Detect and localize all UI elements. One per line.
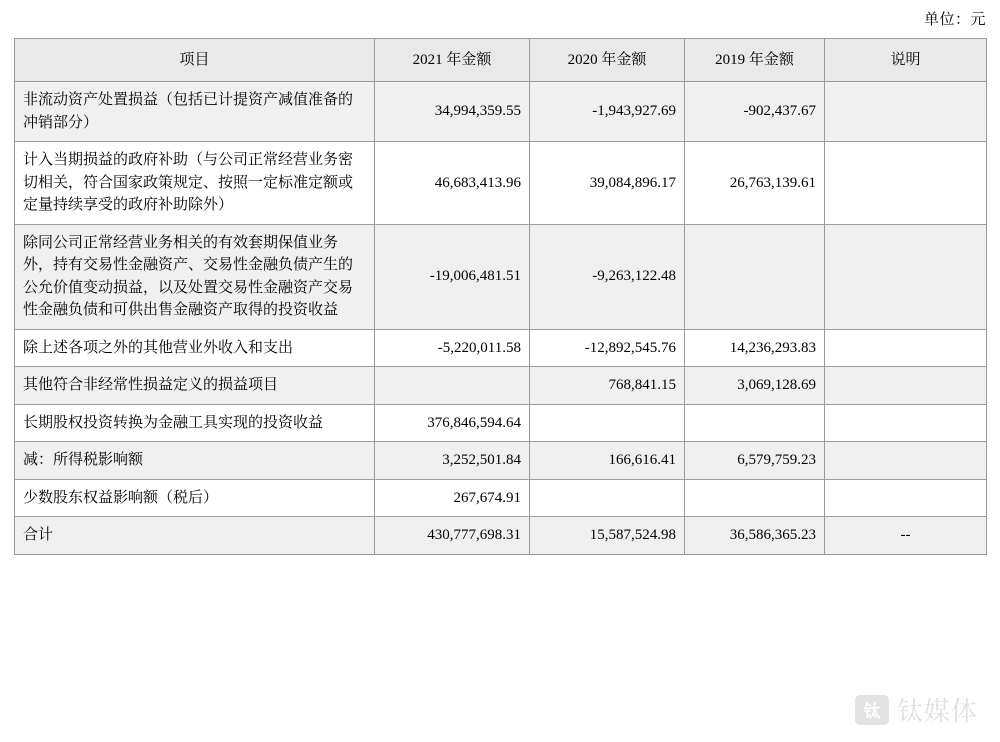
row-value-2019: -902,437.67: [685, 82, 825, 142]
table-header-row: [15, 39, 987, 82]
table-row: [15, 367, 987, 405]
row-value-2020: -9,263,122.48: [530, 224, 685, 329]
table-row: [15, 442, 987, 480]
unit-label: 单位：元: [923, 12, 986, 28]
row-value-2021: -19,006,481.51: [375, 224, 530, 329]
row-value-2020: 166,616.41: [530, 442, 685, 480]
row-note: --: [825, 517, 987, 555]
row-value-2021: 376,846,594.64: [375, 404, 530, 442]
table-row: [15, 404, 987, 442]
column-header-note: 说明: [825, 39, 987, 82]
watermark-text: 钛媒体: [896, 696, 978, 726]
row-value-2020: [530, 479, 685, 517]
column-header-2019: 2019 年金额: [685, 39, 825, 82]
row-item-label: 除上述各项之外的其他营业外收入和支出: [15, 329, 375, 367]
row-value-2020: -12,892,545.76: [530, 329, 685, 367]
table-row-total: [15, 517, 987, 555]
row-value-2019: 3,069,128.69: [685, 367, 825, 405]
row-item-label: 合计: [15, 517, 375, 555]
row-value-2020: 768,841.15: [530, 367, 685, 405]
row-value-2021: 46,683,413.96: [375, 142, 530, 225]
table-row: [15, 142, 987, 225]
row-item-label: 减：所得税影响额: [15, 442, 375, 480]
row-item-label: 计入当期损益的政府补助（与公司正常经营业务密切相关，符合国家政策规定、按照一定标准定额或定量持续享受的政府补助除外）: [15, 142, 375, 225]
row-value-2020: -1,943,927.69: [530, 82, 685, 142]
row-value-2021: -5,220,011.58: [375, 329, 530, 367]
column-header-2020: 2020 年金额: [530, 39, 685, 82]
row-value-2019: [685, 224, 825, 329]
row-note: [825, 329, 987, 367]
non-recurring-gains-losses-table: [14, 38, 987, 555]
row-value-2019: 6,579,759.23: [685, 442, 825, 480]
row-value-2019: [685, 479, 825, 517]
row-value-2020: [530, 404, 685, 442]
watermark: [855, 691, 978, 728]
row-value-2021: 34,994,359.55: [375, 82, 530, 142]
row-item-label: 除同公司正常经营业务相关的有效套期保值业务外，持有交易性金融资产、交易性金融负债产生的公允价值变动损益，以及处置交易性金融资产交易性金融负债和可供出售金融资产取得的投资收益: [15, 224, 375, 329]
table-row: [15, 479, 987, 517]
row-note: [825, 404, 987, 442]
column-header-item: 项目: [15, 39, 375, 82]
row-note: [825, 367, 987, 405]
row-value-2021: 430,777,698.31: [375, 517, 530, 555]
row-value-2021: 267,674.91: [375, 479, 530, 517]
row-item-label: 其他符合非经常性损益定义的损益项目: [15, 367, 375, 405]
row-item-label: 长期股权投资转换为金融工具实现的投资收益: [15, 404, 375, 442]
row-item-label: 少数股东权益影响额（税后）: [15, 479, 375, 517]
row-item-label: 非流动资产处置损益（包括已计提资产减值准备的冲销部分）: [15, 82, 375, 142]
row-value-2019: 36,586,365.23: [685, 517, 825, 555]
watermark-logo-icon: 钛: [855, 695, 889, 725]
row-value-2019: [685, 404, 825, 442]
row-value-2019: 26,763,139.61: [685, 142, 825, 225]
row-value-2019: 14,236,293.83: [685, 329, 825, 367]
table-row: [15, 329, 987, 367]
row-note: [825, 142, 987, 225]
table-row: [15, 224, 987, 329]
row-note: [825, 224, 987, 329]
column-header-2021: 2021 年金额: [375, 39, 530, 82]
row-value-2020: 39,084,896.17: [530, 142, 685, 225]
row-note: [825, 82, 987, 142]
table-row: [15, 82, 987, 142]
row-value-2021: 3,252,501.84: [375, 442, 530, 480]
row-value-2021: [375, 367, 530, 405]
row-note: [825, 442, 987, 480]
row-value-2020: 15,587,524.98: [530, 517, 685, 555]
row-note: [825, 479, 987, 517]
